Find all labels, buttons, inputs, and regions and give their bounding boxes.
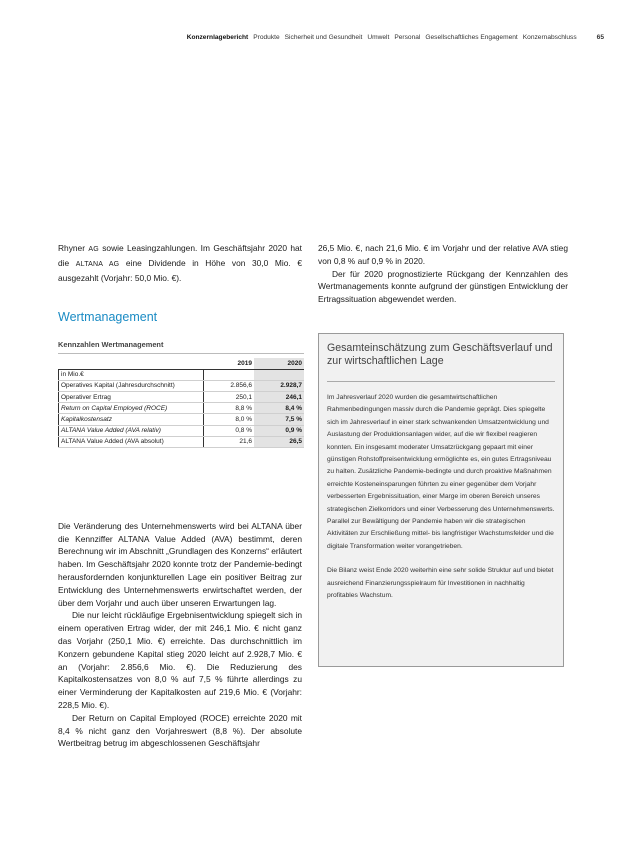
nav-item-personal[interactable]: Personal xyxy=(394,34,421,41)
value-2020: 26,5 xyxy=(254,436,304,447)
year-2020: 2020 xyxy=(254,358,304,369)
nav-item-produkte[interactable]: Produkte xyxy=(253,34,280,41)
value-2020: 8,4 % xyxy=(254,403,304,414)
unit-label: in Mio.€ xyxy=(59,369,204,380)
value-2020: 7,5 % xyxy=(254,414,304,425)
table-row xyxy=(59,403,305,414)
value-2020: 2.928,7 xyxy=(254,380,304,391)
row-label: Operatives Kapital (Jahresdurchschnitt) xyxy=(59,380,204,391)
year-2019: 2019 xyxy=(204,358,255,369)
section-title: Wertmanagement xyxy=(58,310,158,325)
nav-item-engagement[interactable]: Gesellschaftliches Engagement xyxy=(425,34,518,41)
row-label: Return on Capital Employed (ROCE) xyxy=(59,403,204,414)
table-body xyxy=(59,380,305,447)
paragraph-3: Der Return on Capital Employed (ROCE) erreichte 2020 mit 8,4 % nicht ganz den Vorjahreswert (8,8 %). Der absolute Wertbeitrag betrug im abgeschlossenen Geschäftsjahr xyxy=(58,712,302,749)
row-label: ALTANA Value Added (AVA absolut) xyxy=(59,436,204,447)
nav-item-konzernabschluss[interactable]: Konzernabschluss xyxy=(522,34,577,41)
value-2019: 0,8 % xyxy=(204,425,255,436)
unit-row xyxy=(59,369,305,380)
table-header-row xyxy=(59,358,305,369)
callout-paragraph-1: Im Jahresverlauf 2020 wurden die gesamtwirtschaftlichen Rahmenbedingungen massiv durch die Pandemie geprägt. Dies spiegelte sich im Jahresverlauf in einer stark schwankenden Umsatzentwicklung und Auslastung der Produktionsanlagen wider, auf die wir flexibel reagieren konnten. Ein insgesamt moderater Umsatzrückgang gepaart mit einer günstigen Rohstoffpreisentwicklung ermöglichte es, ein gutes Ertragsniveau zu halten. Zusätzliche Pandemie-bedingte und durch proaktive Maßnahmen erreichte Kosteneinsparungen führten zu einer gegenüber dem Vorjahr verbesserten Ergebnissituation, einer Marge im oberen Bereich unseres strategischen Zielkorridors und einer Verbesserung des Unternehmenswerts. Parallel zur Bewältigung der Pandemie haben wir die strategischen Aktivitäten zur Erschließung mittel- bis langfristiger Wachstumsfelder und die digitale Transformation weiter vorangetrieben. xyxy=(327,394,555,550)
paragraph-1: Die Veränderung des Unternehmenswerts wird bei ALTANA über die Kennziffer ALTANA Value Added (AVA) bestimmt, deren Berechnung wir im Abschnitt „Grundlagen des Konzerns“ erläutert haben. Im Geschäftsjahr 2020 konnte trotz der Pandemie-bedingt herausfordernden konjunkturellen Lage ein positiver Beitrag zur Entwicklung des Unternehmenswerts erwirtschaftet werden, der über dem Vorjahr und auch über unseren Erwartungen lag. xyxy=(58,520,302,608)
row-label: Operativer Ertrag xyxy=(59,391,204,402)
nav-item-konzernlagebericht[interactable]: Konzernlagebericht xyxy=(186,34,249,41)
value-2019: 8,8 % xyxy=(204,403,255,414)
intro-paragraph: Rhyner AG sowie Leasingzahlungen. Im Geschäftsjahr 2020 hat die ALTANA AG eine Dividende in Höhe von 30,0 Mio. € ausgezahlt (Vorjahr: 50,0 Mio. €). xyxy=(58,243,302,283)
value-2020: 246,1 xyxy=(254,391,304,402)
right-column xyxy=(318,242,568,306)
summary-callout-box xyxy=(318,333,564,667)
row-label: Kapitalkostensatz xyxy=(59,414,204,425)
row-label: ALTANA Value Added (AVA relativ) xyxy=(59,425,204,436)
page-header xyxy=(100,34,604,41)
nav-item-sicherheit[interactable]: Sicherheit und Gesundheit xyxy=(284,34,363,41)
callout-divider xyxy=(327,381,555,382)
right-paragraph-2: Der für 2020 prognostizierte Rückgang der Kennzahlen des Wertmanagements konnte aufgrund der günstigen Entwicklung der Ertragssituation abgewendet werden. xyxy=(318,268,568,305)
value-2020: 0,9 % xyxy=(254,425,304,436)
left-column xyxy=(58,242,302,750)
table-row xyxy=(59,425,305,436)
table-row xyxy=(59,436,305,447)
kennzahlen-table xyxy=(58,358,304,448)
callout-paragraph-2: Die Bilanz weist Ende 2020 weiterhin eine sehr solide Struktur auf und bietet ausreichend Finanzierungsspielraum für Investitionen in nachhaltig profitables Wachstum. xyxy=(327,567,554,600)
right-paragraph-1: 26,5 Mio. €, nach 21,6 Mio. € im Vorjahr und der relative AVA stieg von 0,8 % auf 0,9 % in 2020. xyxy=(318,243,568,266)
table-title: Kennzahlen Wertmanagement xyxy=(58,340,304,354)
value-2019: 2.856,6 xyxy=(204,380,255,391)
table-row xyxy=(59,391,305,402)
value-2019: 250,1 xyxy=(204,391,255,402)
callout-title: Gesamteinschätzung zum Geschäftsverlauf und zur wirtschaftlichen Lage xyxy=(327,342,553,367)
table-row xyxy=(59,380,305,391)
table-row xyxy=(59,414,305,425)
paragraph-2: Die nur leicht rückläufige Ergebnisentwicklung spiegelt sich in einem operativen Ertrag wider, der mit 246,1 Mio. € nicht ganz das Vorjahr (250,1 Mio. €) erreichte. Das durchschnittlich im Konzern gebundene Kapital stieg 2020 leicht auf 2.928,7 Mio. € an (Vorjahr: 2.856,6 Mio. €). Die Reduzierung des Kapitalkostensatzes von 8,0 % auf 7,5 % führte allerdings zu einer Verminderung der Kapitalkosten auf 219,6 Mio. € (Vorjahr: 228,5 Mio. €). xyxy=(58,610,302,711)
nav-item-umwelt[interactable]: Umwelt xyxy=(367,34,390,41)
value-2019: 8,0 % xyxy=(204,414,255,425)
page-number: 65 xyxy=(596,34,604,41)
value-2019: 21,6 xyxy=(204,436,255,447)
